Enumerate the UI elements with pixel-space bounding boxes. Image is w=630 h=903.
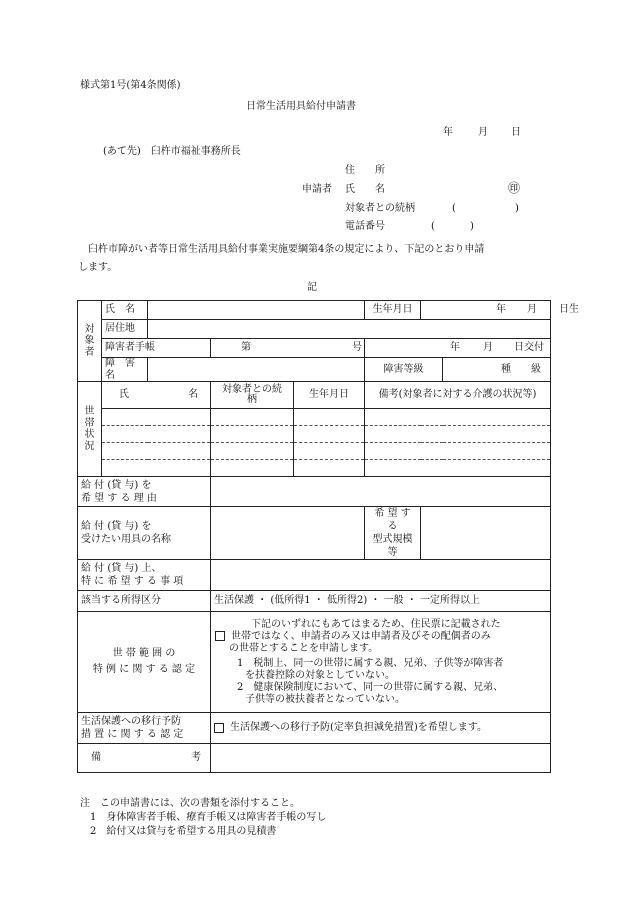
intro-line-1: 臼杵市障がい者等日常生活用具給付事業実施要綱第4条の規定により、下記のとおり申請 — [88, 244, 485, 255]
handbook-no-suffix: 号 — [352, 342, 362, 353]
household-section-label: 世 帯 状 況 — [78, 382, 102, 477]
item-name-label: 給 付 (貸 与) を 受けたい用具の名称 — [78, 507, 211, 560]
addressee: (あて先) 臼杵市福祉事務所長 — [103, 146, 241, 157]
form-number: 様式第1号(第4条関係) — [80, 80, 181, 91]
welfare-prevention-label: 生活保護への移行予防 措 置 に 関 す る 認 定 — [78, 713, 211, 744]
relation-paren-open: ( — [452, 203, 456, 214]
special-request-field[interactable] — [211, 560, 551, 591]
welfare-prevention-field: 生活保護への移行予防(定率負担減免措置)を希望します。 — [211, 713, 551, 744]
issued-year-label: 年 — [450, 342, 461, 353]
ki-label: 記 — [307, 282, 317, 293]
grade-label: 障害等級 — [365, 358, 443, 382]
date-day-label: 日 — [511, 127, 521, 138]
household-special-label: 世 帯 範 囲 の 特 例 に 関 す る 認 定 — [78, 612, 211, 713]
issued-day-label: 日交付 — [514, 342, 545, 353]
remarks-label: 備 考 — [78, 744, 211, 773]
handbook-label: 障害者手帳 — [102, 339, 211, 358]
subject-dob-label: 生年月日 — [365, 301, 421, 320]
applicant-name-label: 氏 名 — [345, 184, 385, 195]
dob-day-label: 日生 — [559, 304, 580, 315]
applicant-address-label: 住 所 — [345, 165, 385, 176]
household-col-dob: 生年月日 — [294, 382, 365, 409]
household-row[interactable] — [78, 409, 551, 426]
issued-month-label: 月 — [483, 342, 494, 353]
item-name-field[interactable] — [211, 507, 365, 560]
remarks-field[interactable] — [211, 744, 551, 773]
phone-paren-open: ( — [431, 221, 435, 232]
seal-mark: ㊞ — [508, 181, 521, 195]
subject-section-label: 対 象 者 — [78, 301, 102, 382]
special-request-label: 給 付 (貸 与) 上、 特 に 希 望 す る 事 項 — [78, 560, 211, 591]
notes — [80, 797, 326, 839]
handbook-no-prefix: 第 — [241, 342, 251, 353]
subject-dob-field[interactable] — [421, 301, 580, 320]
notes-title: 注 この申請書には、次の書類を添付すること。 — [80, 798, 300, 809]
model-field[interactable] — [421, 507, 551, 560]
grade-field[interactable]: 種 級 — [443, 358, 551, 382]
household-special-checkbox[interactable] — [215, 631, 225, 641]
subject-name-label: 氏 名 — [102, 301, 148, 320]
income-category-options[interactable]: 生活保護 ・ (低所得1 ・ 低所得2) ・ 一般 ・ 一定所得以上 — [211, 591, 551, 612]
welfare-prevention-checkbox[interactable] — [214, 723, 224, 733]
disability-field[interactable] — [148, 358, 365, 382]
notes-item-2: 2 給付又は貸与を希望する用具の見積書 — [90, 826, 277, 837]
model-label: 希 望 す る 型式規模等 — [365, 507, 421, 560]
subject-residence-field[interactable] — [148, 320, 551, 339]
household-col-relation: 対象者との続 柄 — [211, 382, 294, 409]
reason-label: 給 付 (貸 与) を 希 望 す る 理 由 — [78, 477, 211, 507]
notes-item-1: 1 身体障害者手帳、療育手帳又は障害者手帳の写し — [90, 812, 327, 823]
applicant-relation-label: 対象者との続柄 — [345, 203, 415, 214]
household-row[interactable] — [78, 460, 551, 477]
subject-residence-label: 居住地 — [102, 320, 148, 339]
household-row[interactable] — [78, 426, 551, 443]
dob-year-label: 年 — [496, 304, 507, 315]
date-year-label: 年 — [443, 127, 453, 138]
applicant-phone-label: 電話番号 — [345, 221, 385, 232]
household-col-notes: 備考(対象者に対する介護の状況等) — [365, 382, 551, 409]
subject-name-field[interactable] — [148, 301, 365, 320]
applicant-label: 申請者 — [302, 184, 332, 195]
household-row[interactable] — [78, 443, 551, 460]
dob-month-label: 月 — [527, 304, 538, 315]
form-title: 日常生活用具給付申請書 — [246, 101, 356, 112]
application-table — [77, 300, 580, 773]
household-col-name: 氏 名 — [102, 382, 211, 409]
date-month-label: 月 — [478, 127, 488, 138]
reason-field[interactable] — [211, 477, 551, 507]
disability-label: 障 害 名 — [102, 358, 148, 382]
handbook-issued-field[interactable] — [365, 339, 551, 358]
household-special-field: 下記のいずれにもあてはまるため、住民票に記載された 世帯ではなく、申請者のみ又は申請者及びその配偶者のみ の世帯とすることを申請します。 1 税制上、同一の世帯に属する親、兄弟、子供等が障害者 を扶養控除の対象としていない。 2 健康保険制度において、同一の世帯に属する親、兄弟、 子供等の被扶養者となっていない。 — [211, 612, 551, 713]
phone-paren-close: ) — [470, 221, 474, 232]
intro-line-2: します。 — [78, 262, 118, 273]
handbook-number-field[interactable] — [211, 339, 365, 358]
relation-paren-close: ) — [515, 203, 519, 214]
income-category-label: 該当する所得区分 — [78, 591, 211, 612]
